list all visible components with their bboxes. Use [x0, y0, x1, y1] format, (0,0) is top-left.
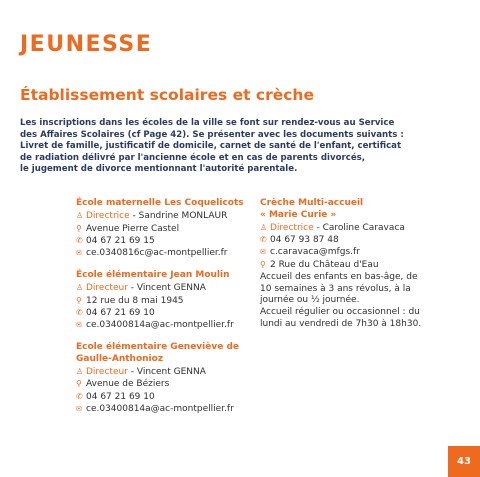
intro-line: Livret de famille, justificatif de domicile, carnet de santé de l'enfant, certificat [20, 141, 402, 152]
intro-line: de radiation délivré par l'ancienne école et en cas de parents divorcés, [20, 152, 366, 163]
creche-column [260, 198, 446, 341]
phone-line [260, 234, 446, 247]
phone-text: 04 67 93 87 48 [270, 235, 339, 246]
director-line [76, 282, 256, 295]
role-label: Directeur [86, 366, 128, 377]
phone-icon: ✆ [76, 308, 83, 318]
phone-text: 04 67 21 69 10 [86, 308, 155, 319]
description-line: Accueil des enfants en bas-âge, de [260, 271, 418, 282]
envelope-icon: ✉ [76, 321, 82, 330]
school-name: Gaulle-Anthonioz [76, 353, 164, 364]
intro-line: des Affaires Scolaires (cf Page 42). Se présenter avec les documents suivants : [20, 129, 404, 140]
email-text: ce.0340816c@ac-montpellier.fr [86, 248, 228, 259]
phone-text: 04 67 21 69 15 [86, 236, 155, 247]
address-line [76, 223, 256, 236]
school-entry-genevieve [76, 342, 256, 416]
email-line [76, 320, 256, 332]
creche-name: Crèche Multi-accueil [260, 198, 364, 208]
email-text: ce.03400814a@ac-montpellier.fr [86, 320, 234, 331]
person-name: - Vincent GENNA [127, 366, 206, 377]
page-title: JEUNESSE [20, 32, 153, 57]
address-text: Avenue Pierre Castel [86, 223, 180, 234]
email-text: ce.03400814a@ac-montpellier.fr [86, 403, 234, 414]
director-line [260, 222, 446, 235]
intro-line: le jugement de divorce mentionnant l'autorité parentale. [20, 164, 298, 175]
person-icon: ♙ [76, 366, 84, 376]
email-line [76, 248, 256, 260]
role-label: Directrice [86, 210, 130, 221]
school-name: Ecole élémentaire Geneviève de [76, 341, 240, 352]
envelope-icon: ✉ [260, 248, 266, 257]
person-name: - Sandrine MONLAUR [129, 210, 228, 221]
school-name: École élémentaire Jean Moulin [76, 269, 230, 280]
address-text: 2 Rue du Château d'Eau [270, 259, 379, 270]
phone-line [76, 235, 256, 248]
phone-icon: ✆ [76, 392, 83, 402]
address-line [260, 259, 446, 272]
intro-paragraph [20, 118, 468, 176]
phone-text: 04 67 21 69 10 [86, 392, 155, 403]
description-line: journée ou ½ journée. [260, 295, 360, 306]
description-line: Accueil régulier ou occasionnel : du [260, 307, 420, 318]
address-line [76, 378, 256, 391]
school-entry-jean-moulin [76, 270, 256, 332]
envelope-icon: ✉ [76, 249, 82, 258]
section-title: Établissement scolaires et crèche [20, 86, 314, 104]
email-line [260, 247, 446, 259]
location-pin-icon: ⚲ [260, 259, 266, 269]
school-name: École maternelle Les Coquelicots [76, 198, 244, 208]
creche-entry [260, 198, 446, 331]
location-pin-icon: ⚲ [76, 379, 82, 389]
role-label: Directeur [86, 282, 128, 293]
person-name: - Caroline Caravaca [313, 222, 405, 233]
director-line [76, 366, 256, 379]
schools-column [76, 198, 256, 426]
phone-line [76, 391, 256, 404]
director-line [76, 210, 256, 223]
email-line [76, 404, 256, 416]
school-entry-maternelle [76, 198, 256, 260]
person-icon: ♙ [76, 210, 84, 220]
role-label: Directrice [270, 222, 314, 233]
address-text: Avenue de Béziers [86, 379, 170, 390]
envelope-icon: ✉ [76, 404, 82, 413]
location-pin-icon: ⚲ [76, 295, 82, 305]
creche-name: « Marie Curie » [260, 209, 337, 220]
phone-icon: ✆ [260, 235, 267, 245]
person-icon: ♙ [260, 222, 268, 232]
person-icon: ♙ [76, 282, 84, 292]
location-pin-icon: ⚲ [76, 223, 82, 233]
person-name: - Vincent GENNA [127, 282, 206, 293]
intro-line: Les inscriptions dans les écoles de la ville se font sur rendez-vous au Service [20, 118, 395, 128]
page-number-badge: 43 [448, 446, 480, 477]
address-text: 12 rue du 8 mai 1945 [86, 295, 184, 306]
email-text: c.caravaca@mfgs.fr [270, 247, 360, 258]
description-line: lundi au vendredi de 7h30 à 18h30. [260, 318, 422, 329]
address-line [76, 295, 256, 308]
description-line: 10 semaines à 3 ans révolus, à la [260, 283, 411, 294]
phone-line [76, 307, 256, 320]
phone-icon: ✆ [76, 236, 83, 246]
